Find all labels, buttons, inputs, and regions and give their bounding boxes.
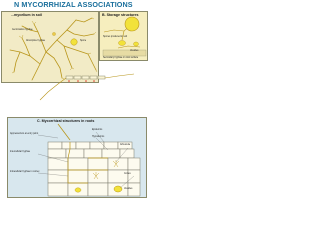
- label-arbuscule: Arbuscule: [120, 144, 131, 146]
- panel-c-root-structures: [7, 117, 147, 198]
- label-intracellular-hyphae: Intracellular hyphae in cortex: [10, 171, 40, 173]
- label-intercellular-hyphae: Intercellular hyphae: [10, 151, 31, 153]
- vesicle-c-icon: [114, 186, 122, 192]
- main-hypha: [32, 20, 76, 80]
- root-surface-strip: [38, 72, 138, 102]
- panel-c-heading: C. Mycorrhizal structures in roots: [37, 119, 95, 123]
- label-epidermis: Epidermis: [92, 129, 103, 131]
- label-germination-hyphae: Germination hyphae: [12, 29, 33, 31]
- label-absorptive-hyphae: Absorptive hyphae: [26, 40, 46, 42]
- panel-b-storage: [99, 11, 148, 61]
- small-spore-icon: [52, 32, 55, 35]
- vesicle-icon-2: [134, 42, 139, 46]
- label-spore: Spore: [80, 40, 87, 42]
- label-hypodermis: Hypodermis: [92, 136, 105, 138]
- panel-b-caption: Secondary hyphae on root surface: [103, 57, 139, 59]
- page-title: N MYCORRHIZAL ASSOCIATIONS: [14, 0, 133, 9]
- label-cortex: Cortex: [124, 173, 131, 175]
- panel-c-illustration: [8, 118, 148, 199]
- panel-b-heading: B. Storage structures: [102, 13, 139, 17]
- panel-a-heading: ...mycelium in soil: [11, 13, 42, 17]
- spore-icon: [71, 39, 77, 45]
- large-spore-icon: [125, 17, 139, 31]
- label-appressorium: Appressorium at entry point: [10, 133, 39, 135]
- vesicle-icon: [119, 41, 126, 46]
- label-vesicles-c: Vesicles: [124, 188, 133, 190]
- root-surface: [103, 50, 146, 56]
- title-bar: [0, 0, 149, 11]
- label-vesicles-b: Vesicles: [130, 50, 139, 52]
- label-spores-produced: Spores produced in soil: [103, 36, 128, 38]
